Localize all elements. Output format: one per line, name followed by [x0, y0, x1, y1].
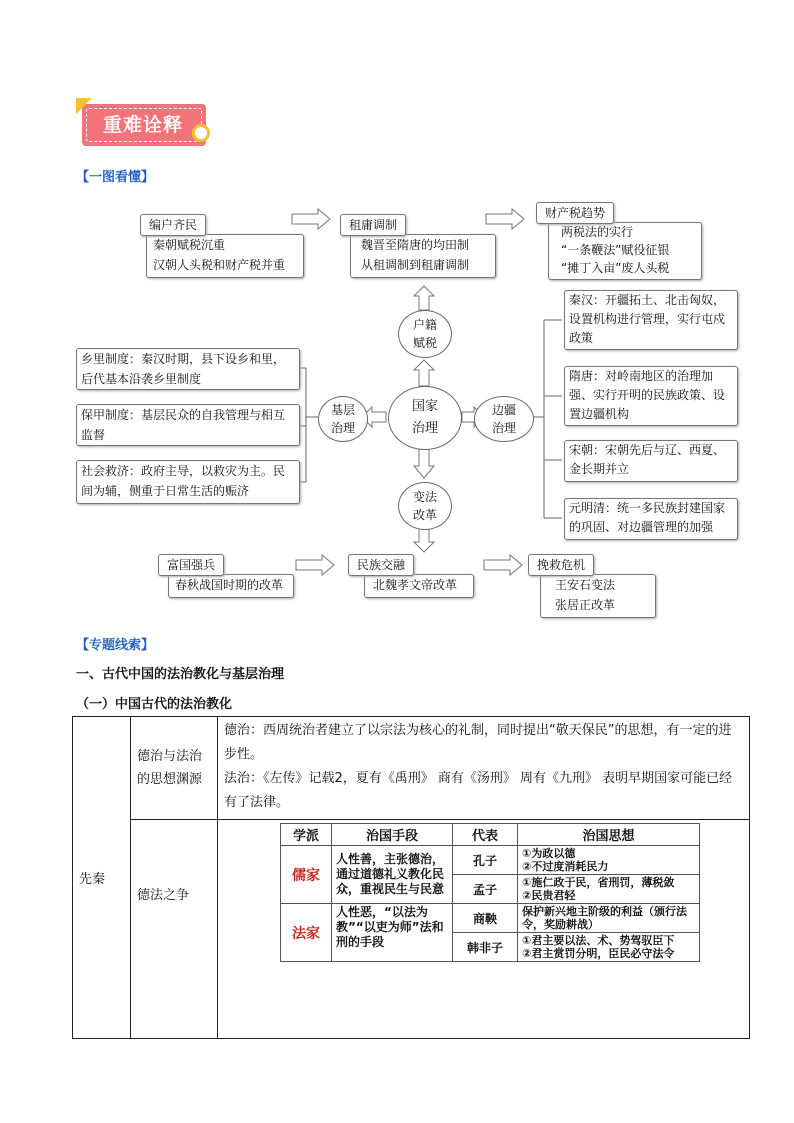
- bottom-box-3: [540, 574, 656, 618]
- shangyang-idea-1: 保护新兴地主阶级的利益（颁行法令，奖励耕战）: [522, 905, 687, 931]
- hanfeizi-idea-2: ②君主赏罚分明，臣民必守法令: [522, 947, 675, 960]
- header-ideas: 治国思想: [518, 824, 700, 846]
- cell-row2-content: [218, 820, 750, 1039]
- school-legalist: 法家: [281, 904, 332, 962]
- node-grassroots-line-1: 基层: [330, 403, 355, 417]
- top-box-1-line-2: 汉朝人头税和财产税并重: [153, 258, 286, 272]
- cell-period: 先秦: [73, 717, 131, 1039]
- top-tag-1: 编户齐民: [140, 214, 206, 236]
- node-frontier-line-1: 边疆: [491, 403, 516, 417]
- rep-shangyang-ideas: [518, 904, 700, 933]
- school-confucian-means: 人性善，主张德治，通过道德礼义教化民众，重视民生与民意: [332, 846, 453, 904]
- node-grassroots-governance: [318, 396, 368, 442]
- cell-row1-label: 德治与法治的思想渊源: [131, 717, 218, 820]
- top-tag-3: 财产税趋势: [536, 202, 614, 224]
- node-frontier-governance: [474, 396, 534, 442]
- schools-table: [280, 823, 700, 962]
- bottom-tag-3: 挽救危机: [528, 554, 594, 576]
- school-legalist-means: 人性恶，“以法为教”“以吏为师”法和刑的手段: [332, 904, 453, 962]
- left-item-2: 保甲制度：基层民众的自我管理与相互监督: [76, 404, 300, 446]
- row1-text-rule-of-law: 法治：《左传》记载2，夏有《禹刑》 商有《汤刑》 周有《九刑》 表明早期国家可能已经有了法律。: [224, 771, 733, 810]
- mengzi-idea-1: ①施仁政于民，省刑罚，薄税敛: [522, 876, 675, 889]
- top-tag-2: 租庸调制: [340, 214, 406, 236]
- kongzi-idea-2: ②不过度消耗民力: [522, 860, 609, 873]
- school-confucian: 儒家: [281, 846, 332, 904]
- node-reform: [398, 482, 452, 530]
- bottom-tag-2: 民族交融: [348, 554, 414, 576]
- arrow-top-2: [486, 209, 524, 229]
- arrow-bottom-2: [484, 555, 522, 575]
- node-household-tax: [398, 310, 452, 358]
- node-reform-line-2: 改革: [412, 508, 437, 522]
- right-item-3: 宋朝：宋朝先后与辽、西夏、金长期并立: [564, 440, 738, 482]
- row1-text-rule-of-virtue: 德治：西周统治者建立了以宗法为核心的礼制，同时提出“敬天保民”的思想，有一定的进步性。: [224, 723, 732, 762]
- node-state-governance-line-2: 治理: [411, 421, 438, 436]
- top-box-2-line-2: 从租调制到租庸调制: [361, 258, 470, 272]
- rep-hanfeizi-ideas: [518, 933, 700, 962]
- rep-kongzi: 孔子: [453, 846, 518, 875]
- cell-row1-content: [218, 717, 750, 820]
- rep-mengzi-ideas: [518, 875, 700, 904]
- top-box-3-line-1: 两税法的实行: [561, 225, 634, 239]
- left-item-3: 社会救济：政府主导，以救灾为主。民间为辅，侧重于日常生活的赈济: [76, 460, 300, 504]
- node-frontier-line-2: 治理: [491, 421, 516, 435]
- kongzi-idea-1: ①为政以德: [522, 847, 576, 860]
- section-title-diagram: 【一图看懂】: [76, 170, 155, 185]
- node-grassroots-line-2: 治理: [330, 421, 355, 435]
- left-item-1: 乡里制度：秦汉时期，县下设乡和里，后代基本沿袭乡里制度: [76, 348, 300, 390]
- hanfeizi-idea-1: ①君主要以法、术、势驾驭臣下: [522, 934, 675, 947]
- section-title-clues: 【专题线索】: [76, 638, 155, 653]
- node-reform-line-1: 变法: [412, 490, 437, 504]
- banner-title: 重难诠释: [86, 108, 202, 142]
- bottom-box-1: [168, 574, 294, 598]
- top-box-3-line-2: “一条鞭法”赋役征银: [561, 243, 670, 257]
- arrow-top-1: [292, 209, 330, 229]
- mengzi-idea-2: ②民贵君轻: [522, 889, 576, 902]
- heading-level-1: 一、古代中国的法治教化与基层治理: [76, 667, 285, 682]
- arrow-bottom-1: [296, 555, 334, 575]
- bottom-box-2-line-1: 北魏孝文帝改革: [373, 578, 458, 592]
- top-box-2-line-1: 魏晋至隋唐的均田制: [361, 238, 470, 252]
- bottom-box-2: [364, 574, 474, 598]
- rep-kongzi-ideas: [518, 846, 700, 875]
- bottom-tag-1: 富国强兵: [158, 554, 224, 576]
- heading-level-2: （一）中国古代的法治教化: [76, 697, 233, 712]
- top-box-1-line-1: 秦朝赋税沉重: [153, 238, 226, 252]
- bottom-box-1-line-1: 春秋战国时期的改革: [175, 578, 284, 592]
- top-box-1: [146, 234, 304, 278]
- node-household-tax-line-1: 户籍: [412, 318, 437, 332]
- header-school: 学派: [281, 824, 332, 846]
- rep-mengzi: 孟子: [453, 875, 518, 904]
- cell-row2-label: 德法之争: [131, 820, 218, 1039]
- bottom-box-3-line-1: 王安石变法: [555, 578, 616, 592]
- right-item-2: 隋唐：对岭南地区的治理加强、实行开明的民族政策、设置边疆机构: [564, 366, 738, 426]
- header-means: 治国手段: [332, 824, 453, 846]
- rule-of-law-table: [72, 716, 750, 1039]
- right-item-4: 元明清：统一多民族封建国家的巩固、对边疆管理的加强: [564, 498, 738, 540]
- node-household-tax-line-2: 赋税: [412, 336, 437, 350]
- bottom-box-3-line-2: 张居正改革: [555, 598, 616, 612]
- rep-hanfeizi: 韩非子: [453, 933, 518, 962]
- node-state-governance: [388, 386, 462, 450]
- top-box-2: [350, 234, 496, 278]
- right-item-1: 秦汉：开疆拓土、北击匈奴，设置机构进行管理，实行屯戍政策: [564, 290, 738, 350]
- header-rep: 代表: [453, 824, 518, 846]
- top-box-3-line-3: “摊丁入亩”废人头税: [561, 261, 670, 275]
- top-box-3: [548, 222, 702, 280]
- node-state-governance-line-1: 国家: [411, 399, 438, 414]
- rep-shangyang: 商鞅: [453, 904, 518, 933]
